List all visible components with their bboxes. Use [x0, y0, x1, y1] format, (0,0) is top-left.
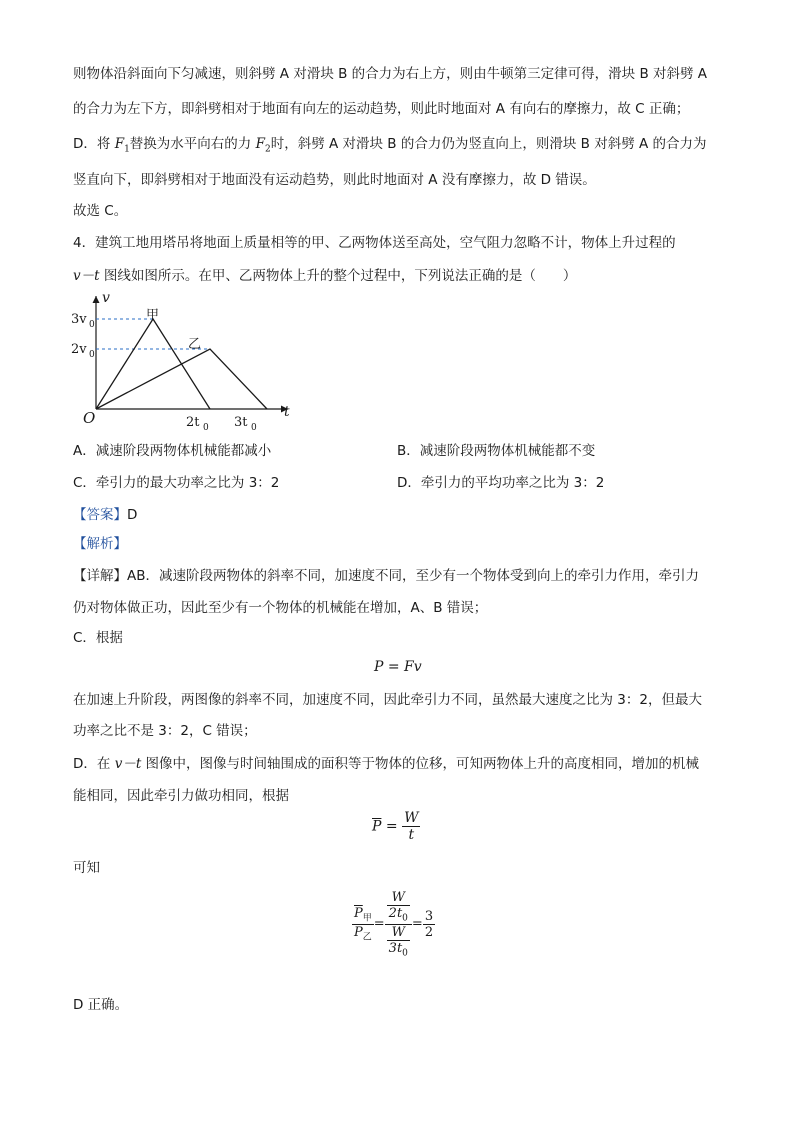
- option-a: A．减速阶段两物体机械能都减小: [73, 443, 272, 459]
- sub: 1: [124, 144, 130, 155]
- fraction-3-2: [423, 909, 435, 940]
- fraction-w-3t0: [387, 925, 410, 959]
- p-yi: $\overline{P}$: [354, 924, 363, 940]
- y-axis-label: v: [102, 290, 110, 306]
- text: AB．减速阶段两物体的斜率不同，加速度不同，至少有一个物体受到向上的牵引力作用，牵引力: [127, 568, 699, 584]
- answer-line: [73, 505, 137, 525]
- numerator: W: [404, 810, 419, 826]
- var-f1: F: [114, 136, 125, 152]
- denominator: t: [408, 827, 415, 843]
- analysis-line: 可知: [73, 860, 100, 876]
- paragraph-line: 故选 C。: [73, 203, 128, 219]
- analysis-line: [73, 754, 699, 774]
- sub: 乙: [362, 932, 372, 943]
- analysis-line: [73, 566, 699, 586]
- paragraph-line: 的合力为左下方，即斜劈相对于地面有向左的运动趋势，则此时地面对 A 有向右的摩擦力，故 C 正确；: [73, 101, 690, 117]
- fraction-w-t: [402, 810, 420, 843]
- equals: =: [373, 916, 385, 932]
- analysis-line: D 正确。: [73, 997, 129, 1013]
- paragraph-line: 竖直向下，即斜劈相对于地面没有运动趋势，则此时地面对 A 没有摩擦力，故 D 错误。: [73, 172, 596, 188]
- w: W: [391, 924, 405, 940]
- series-line-jia: [96, 319, 210, 409]
- paragraph-line: [73, 134, 707, 160]
- w: W: [391, 890, 405, 905]
- y-tick-2v0: 2v: [71, 342, 87, 357]
- denominator: 2: [424, 924, 434, 940]
- sub: 2: [264, 144, 271, 155]
- question-line: 4．建筑工地用塔吊将地面上质量相等的甲、乙两物体送至高处，空气阻力忽略不计，物体上升过程的: [73, 235, 676, 251]
- y-tick-3v0-sub: 0: [89, 320, 95, 330]
- detail-label: 【详解】: [73, 568, 127, 584]
- sub: 甲: [362, 913, 372, 924]
- p-jia: $\overline{P}$: [354, 906, 363, 921]
- formula-pbar: $\overline{P}$ = $\frac{W}{t}$: [372, 810, 419, 843]
- var-f2: F: [255, 136, 265, 152]
- text: 图像中，图像与时间轴围成的面积等于物体的位移，可知两物体上升的高度相同，增加的机械: [141, 756, 700, 772]
- fraction-compound: [385, 890, 412, 958]
- option-d: D．牵引力的平均功率之比为 3：2: [397, 475, 605, 491]
- option-c: C．牵引力的最大功率之比为 3：2: [73, 475, 280, 491]
- var-vt: v－t: [114, 756, 142, 772]
- analysis-line: C．根据: [73, 630, 123, 646]
- text: D．将: [73, 136, 115, 152]
- analysis-line: 能相同，因此牵引力做功相同，根据: [73, 788, 289, 804]
- analysis-line: 仍对物体做正功，因此至少有一个物体的机械能在增加，A、B 错误；: [73, 600, 488, 616]
- question-line: [73, 266, 576, 286]
- formula-power-ratio: [352, 890, 435, 958]
- x-tick-2t0-sub: 0: [203, 423, 209, 433]
- pbar: $\overline{P}$: [372, 818, 382, 835]
- vt-graph: [70, 290, 310, 440]
- numerator: 3: [424, 908, 434, 924]
- fraction-w-2t0: [387, 890, 410, 924]
- analysis-label-line: [73, 534, 127, 554]
- analysis-label: 【解析】: [73, 536, 127, 552]
- origin-label: O: [83, 409, 96, 427]
- equals: =: [411, 916, 423, 932]
- fraction-p-ratio: [352, 906, 374, 942]
- x-tick-3t0: 3t: [234, 415, 248, 430]
- analysis-line: 功率之比不是 3：2，C 错误；: [73, 723, 257, 739]
- series-label-yi: 乙: [188, 337, 202, 352]
- sub: 0: [402, 913, 408, 924]
- t: 2t: [388, 906, 403, 921]
- answer-label: 【答案】: [73, 507, 127, 523]
- formula-p-fv: P = Fv: [374, 659, 422, 675]
- paragraph-line: 则物体沿斜面向下匀减速，则斜劈 A 对滑块 B 的合力为右上方，则由牛顿第三定律可得，滑块 B 对斜劈 A: [73, 66, 708, 82]
- analysis-line: 在加速上升阶段，两图像的斜率不同，加速度不同，因此牵引力不同，虽然最大速度之比为 3：2，但最大: [73, 692, 702, 708]
- series-line-yi: [96, 349, 267, 409]
- y-tick-2v0-sub: 0: [89, 350, 95, 360]
- option-b: B．减速阶段两物体机械能都不变: [397, 443, 596, 459]
- x-tick-2t0: 2t: [186, 415, 200, 430]
- text: 时，斜劈 A 对滑块 B 的合力仍为竖直向上，则滑块 B 对斜劈 A 的合力为: [270, 136, 707, 152]
- text: 替换为水平向右的力: [129, 136, 256, 152]
- x-tick-3t0-sub: 0: [251, 423, 257, 433]
- y-tick-3v0: 3v: [71, 312, 87, 327]
- x-axis-label: t: [284, 404, 290, 420]
- text: 图线如图所示。在甲、乙两物体上升的整个过程中，下列说法正确的是（ ）: [99, 268, 577, 284]
- t: 3t: [388, 940, 403, 956]
- series-label-jia: 甲: [146, 308, 160, 323]
- text: D．在: [73, 756, 115, 772]
- sub: 0: [402, 948, 408, 959]
- var-vt: v－t: [73, 268, 100, 284]
- answer-value: D: [127, 507, 138, 523]
